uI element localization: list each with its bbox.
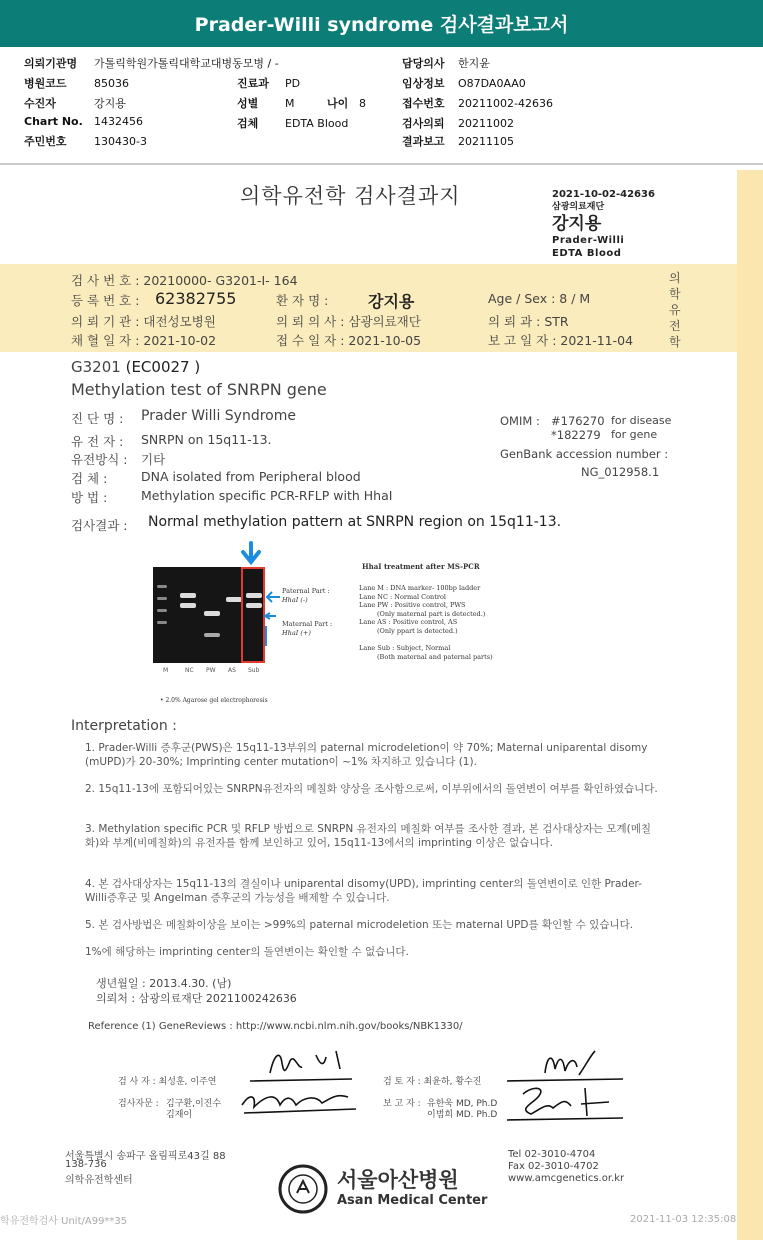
lane-label-m: M — [163, 667, 169, 674]
reviewer: 검 토 자 : 최윤하, 황수진 — [383, 1077, 482, 1087]
collection-date: 채 혈 일 자 : 2021-10-02 — [71, 333, 217, 348]
birth-date: 생년월일 : 2013.4.30. (남) — [96, 977, 232, 990]
advisor-label: 검사자문 : — [118, 1099, 159, 1109]
patient-name: 강지용 — [368, 292, 415, 311]
omim-disease-for: for disease — [611, 414, 672, 427]
gel-heading: HhaI treatment after MS-PCR — [362, 562, 480, 571]
diagnosis-value: Prader Willi Syndrome — [141, 408, 296, 424]
inheritance-label: 유전방식 : — [71, 452, 128, 467]
down-arrow-icon — [240, 541, 262, 567]
omim-label: OMIM : — [500, 414, 540, 428]
received-date: 접 수 일 자 : 2021-10-05 — [276, 333, 422, 348]
reviewer-signature — [505, 1045, 625, 1085]
interpretation-6: 1%에 해당하는 imprinting center의 돌연변이는 확인할 수 없습니다. — [85, 946, 409, 958]
ref-patient-name: 강지용 — [552, 214, 602, 234]
paternal-label: Paternal Part : HhaI (-) — [282, 587, 330, 604]
inheritance-value: 기타 — [141, 452, 166, 467]
print-unit-stamp: 학유전학검사 Unit/A99**35 — [0, 1216, 128, 1227]
diagnosis-label: 진 단 명 : — [71, 411, 124, 426]
header-row-hospital-code: 병원코드 85036 — [24, 77, 129, 90]
result-label: 검사결과 : — [71, 518, 128, 533]
result-value: Normal methylation pattern at SNRPN region on 15q11-13. — [148, 514, 562, 530]
interpretation-2: 2. 15q11-13에 포함되어있는 SNRPN유전자의 메칠화 양상을 조사함으로써, 이부위에서의 돌연변이 여부를 확인하였습니다. — [85, 783, 658, 795]
print-timestamp: 2021-11-03 12:35:08 — [630, 1214, 737, 1225]
examiner-signature — [240, 1043, 360, 1085]
maternal-label: Maternal Part : HhaI (+) — [282, 620, 333, 637]
hospital-name-korean: 서울아산병원 — [337, 1168, 459, 1192]
test-number: 검 사 번 호 : 20210000- G3201-I- 164 — [71, 273, 298, 288]
header-row-resident-no: 주민번호 130430-3 — [24, 135, 147, 148]
asan-foundation-seal — [277, 1163, 329, 1215]
registration-label: 등 록 번 호 : — [71, 293, 140, 308]
interpretation-3: 3. Methylation specific PCR 및 RFLP 방법으로 SNRPN 유전자의 메칠화 여부를 조사한 결과, 본 검사대상자는 모계(메칠화)와 부계(비메칠화)의 유전자를 함께 보인하고 있어, 15q11-13에서의 imprinting 이상은 없습니다. — [85, 823, 652, 849]
advisor-2: 김재이 — [166, 1110, 193, 1120]
paternal-arrow-icon — [264, 590, 282, 604]
header-row-report-date: 결과보고 20211105 — [402, 135, 514, 148]
report-title: Prader-Willi syndrome 검사결과보고서 — [194, 14, 569, 36]
header-row-chart-no: Chart No. 1432456 — [24, 115, 143, 128]
reference: Reference (1) GeneReviews : http://www.ncbi.nlm.nih.gov/books/NBK1330/ — [88, 1021, 463, 1032]
vertical-dept-label: 의 학 유 전 학 — [669, 271, 681, 349]
advisor-1: 김구환,이진수 — [166, 1099, 222, 1109]
gene-label: 유 전 자 : — [71, 434, 124, 449]
ref-test: Prader-Willi — [552, 235, 625, 246]
header-row-patient: 수진자 강지용 — [24, 97, 126, 110]
lane-label-as: AS — [228, 667, 236, 674]
header-row-clinical-info: 임상정보 O87DA0AA0 — [402, 77, 526, 90]
right-color-strip — [737, 170, 763, 1240]
lane-label-nc: NC — [185, 667, 194, 674]
interpretation-5: 5. 본 검사방법은 메칠화이상을 보이는 >99%의 paternal microdeletion 또는 maternal UPD를 확인할 수 있습니다. — [85, 919, 634, 931]
test-code: G3201 (EC0027 ) — [71, 358, 201, 376]
header-row-accession: 접수번호 20211002-42636 — [402, 97, 553, 110]
interpretation-title: Interpretation : — [71, 718, 177, 734]
interpretation-4: 4. 본 검사대상자는 15q11-13의 결실이나 uniparental disomy(UPD), imprinting center의 돌연변이로 인한 Prader-Willi증후군 및 Angelman 증후군의 가능성을 배제할 수 있습니다. — [85, 878, 642, 904]
address-1: 서울특별시 송파구 올림픽로43길 88 — [65, 1151, 226, 1162]
lane-label-pw: PW — [206, 667, 216, 674]
ref-specimen: EDTA Blood — [552, 248, 622, 259]
agarose-note: • 2.0% Agarose gel electrophoresis — [160, 697, 268, 704]
patient-name-label: 환 자 명 : — [276, 293, 329, 308]
age-sex: Age / Sex : 8 / M — [488, 291, 591, 306]
hospital-name-english: Asan Medical Center — [337, 1193, 488, 1208]
ref-number: 2021-10-02-42636 — [552, 189, 655, 200]
header-row-specimen: 검체 EDTA Blood — [237, 117, 349, 130]
genbank-label: GenBank accession number : — [500, 447, 669, 461]
reference-box — [552, 188, 655, 260]
registration-number: 62382755 — [155, 289, 237, 308]
genbank-value: NG_012958.1 — [581, 465, 660, 479]
header-info — [0, 47, 763, 165]
report-title-bar — [0, 0, 763, 47]
ordering-org: 의 뢰 기 관 : 대전성모병원 — [71, 314, 216, 329]
examiner: 검 사 자 : 최성훈, 이주연 — [118, 1077, 217, 1087]
reporter-label: 보 고 자 : — [383, 1099, 421, 1109]
advisor-signature — [236, 1085, 364, 1115]
website: www.amcgenetics.or.kr — [508, 1173, 625, 1184]
address-2: 138-736 — [65, 1159, 107, 1170]
gel-legend: Lane M : DNA marker- 100bp ladder Lane NC : Normal Control Lane PW : Positive control, PWS (Only maternal part is detected.) Lane AS : Positive control, AS (Only ppart is detected.) Lane Sub : Subject, Normal (Both maternal and paternal parts) — [359, 584, 493, 661]
header-row-request-date: 검사의뢰 20211002 — [402, 117, 514, 130]
maternal-bracket-icon — [262, 612, 280, 648]
reporter-signature — [505, 1080, 625, 1122]
header-row-org: 의뢰기관명 가톨릭학원가톨릭대학교대병동모병 / - — [24, 57, 279, 70]
method-value: Methylation specific PCR-RFLP with HhaI — [141, 488, 393, 503]
omim-disease-id: #176270 — [551, 414, 605, 428]
address-3: 의학유전학센터 — [65, 1175, 133, 1186]
method-label: 방 법 : — [71, 490, 108, 505]
fax: Fax 02-3010-4702 — [508, 1161, 599, 1172]
header-row-sex: 성별 M 나이 8 — [237, 97, 366, 110]
reported-date: 보 고 일 자 : 2021-11-04 — [488, 333, 634, 348]
header-row-dept: 진료과 PD — [237, 77, 301, 90]
reporter-1: 유한욱 MD, Ph.D — [427, 1099, 498, 1109]
ordering-dept: 의 뢰 과 : STR — [488, 314, 569, 329]
specimen-value: DNA isolated from Peripheral blood — [141, 469, 361, 484]
ordering-doctor: 의 뢰 의 사 : 삼광의료재단 — [276, 314, 421, 329]
lane-label-sub: Sub — [248, 667, 260, 674]
gene-value: SNRPN on 15q11-13. — [141, 432, 272, 447]
header-row-doctor: 담당의사 한지윤 — [402, 57, 490, 70]
telephone: Tel 02-3010-4704 — [508, 1149, 596, 1160]
omim-gene-id: *182279 — [551, 428, 601, 442]
omim-gene-for: for gene — [611, 428, 658, 441]
document-title: 의학유전학 검사결과지 — [240, 184, 461, 208]
referrer: 의뢰처 : 삼광의료재단 2021100242636 — [96, 992, 297, 1005]
reporter-2: 이범희 MD. Ph.D — [427, 1110, 498, 1120]
interpretation-1: 1. Prader-Willi 증후군(PWS)은 15q11-13부위의 paternal microdeletion이 약 70%; Maternal uniparental disomy (mUPD)가 20-30%; Imprinting center mutation이 ~1% 차지하고 있습니다 (1). — [85, 742, 648, 768]
specimen-label: 검 체 : — [71, 471, 108, 486]
ref-org: 삼광의료재단 — [552, 202, 605, 212]
method-title: Methylation test of SNRPN gene — [71, 380, 327, 399]
